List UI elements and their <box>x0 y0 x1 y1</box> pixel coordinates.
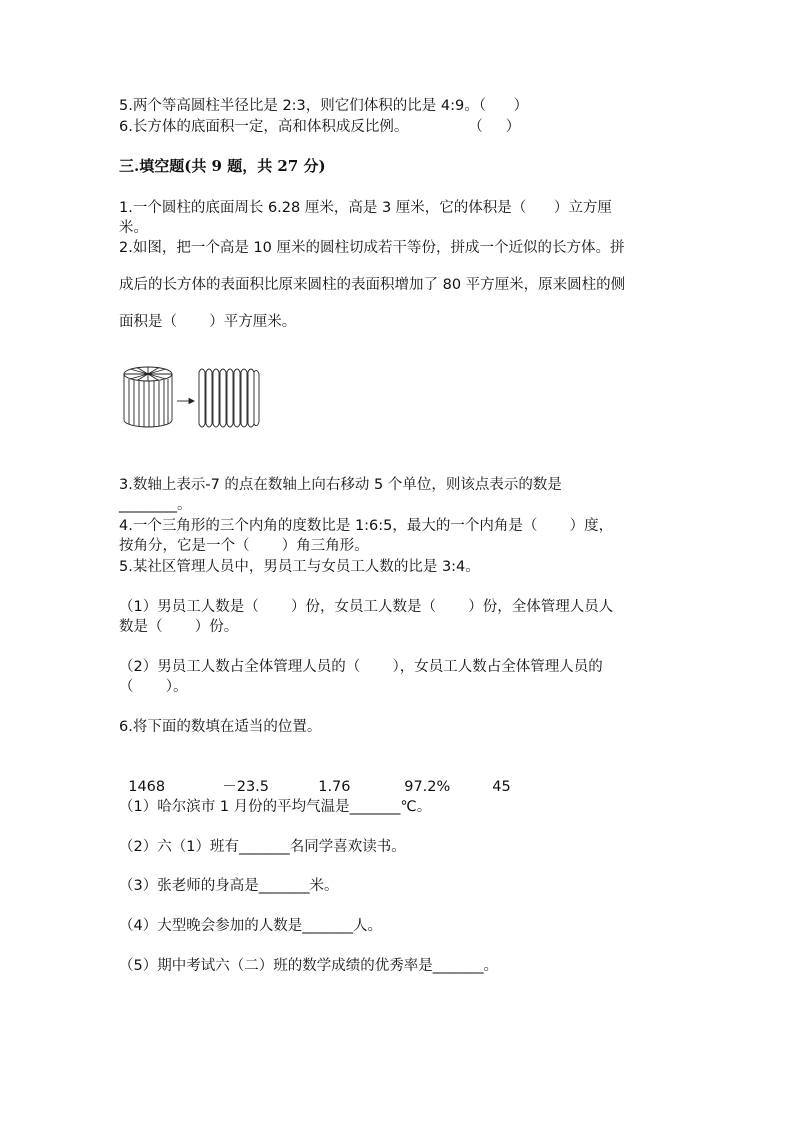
arrow-icon <box>177 399 194 404</box>
fill-question-4-line-1: 4.一个三角形的三个内角的度数比是 1:6:5，最大的一个内角是（ ）度， <box>119 518 614 534</box>
fill-question-5-2-line-1: （2）男员工人数占全体管理人员的（ ），女员工人数占全体管理人员的 <box>119 659 603 675</box>
fill-question-5-1-line-2: 数是（ ）份。 <box>119 619 239 635</box>
number-item: －23.5 <box>222 779 270 795</box>
fill-question-3-line-2: ________。 <box>119 497 192 513</box>
judge-question-6: 6.长方体的底面积一定，高和体积成反比例。 （ ） <box>119 119 521 135</box>
fill-question-2-line-1: 2.如图，把一个高是 10 厘米的圆柱切成若干等份，拼成一个近似的长方体。拼 <box>119 240 625 256</box>
fill-question-2-line-2: 成后的长方体的表面积比原来圆柱的表面积增加了 80 平方厘米，原来圆柱的侧 <box>119 277 626 293</box>
fill-question-1-line-1: 1.一个圆柱的底面周长 6.28 厘米，高是 3 厘米，它的体积是（ ）立方厘 <box>119 200 612 216</box>
fill-question-3-line-1: 3.数轴上表示-7 的点在数轴上向右移动 5 个单位，则该点表示的数是 <box>119 477 562 493</box>
number-item: 45 <box>492 779 511 795</box>
fill-question-6-5: （5）期中考试六（二）班的数学成绩的优秀率是_______。 <box>119 958 498 974</box>
fill-question-6-3: （3）张老师的身高是_______米。 <box>119 878 339 894</box>
cylinder-drawing <box>124 367 172 427</box>
fill-question-4-line-2: 按角分，它是一个（ ）角三角形。 <box>119 538 369 554</box>
fill-question-6-1: （1）哈尔滨市 1 月份的平均气温是_______℃。 <box>119 799 432 815</box>
judge-question-5: 5.两个等高圆柱半径比是 2:3，则它们体积的比是 4:9。（ ） <box>119 98 529 114</box>
number-item: 97.2% <box>404 779 451 795</box>
fill-question-2-line-3: 面积是（ ）平方厘米。 <box>119 314 297 330</box>
fill-question-5-2-line-2: （ ）。 <box>119 679 188 695</box>
section-heading: 三.填空题(共 9 题，共 27 分) <box>119 157 326 175</box>
fill-question-6-2: （2）六（1）班有_______名同学喜欢读书。 <box>119 839 406 855</box>
number-item: 1.76 <box>318 779 351 795</box>
rearranged-cuboid-drawing <box>199 369 259 427</box>
number-item: 1468 <box>128 779 166 795</box>
cylinder-cut-figure <box>121 364 261 432</box>
fill-question-5: 5.某社区管理人员中，男员工与女员工人数的比是 3:4。 <box>119 559 480 575</box>
fill-question-1-line-2: 米。 <box>119 220 148 236</box>
fill-question-6: 6.将下面的数填在适当的位置。 <box>119 719 322 735</box>
number-list <box>119 757 511 797</box>
fill-question-5-1-line-1: （1）男员工人数是（ ）份，女员工人数是（ ）份，全体管理人员人 <box>119 599 614 615</box>
fill-question-6-4: （4）大型晚会参加的人数是_______人。 <box>119 918 382 934</box>
